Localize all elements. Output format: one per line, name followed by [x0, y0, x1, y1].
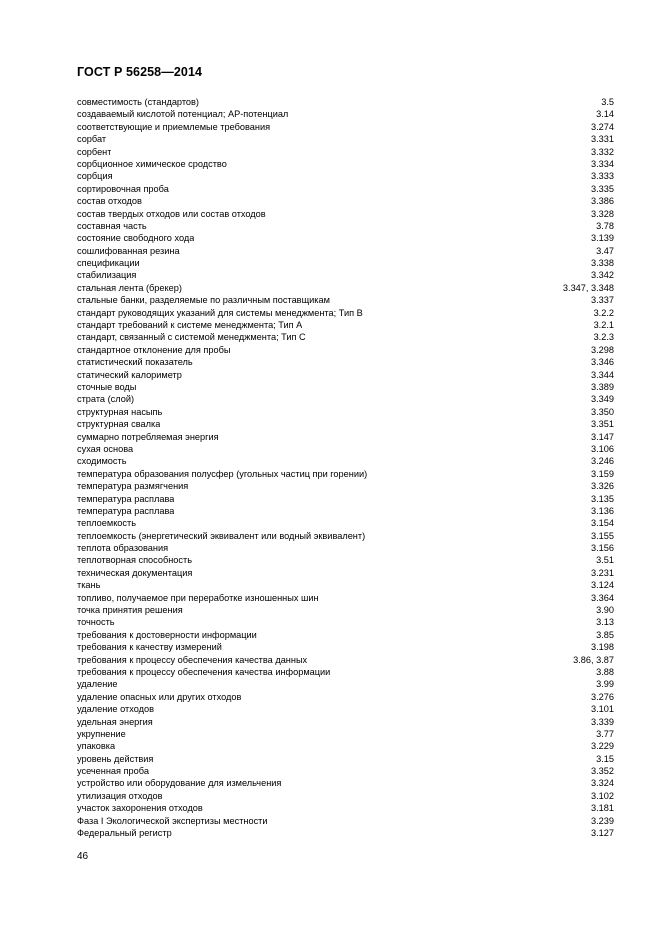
index-entry: [77, 740, 614, 752]
index-reference: 3.78: [596, 220, 614, 231]
page-number: 46: [77, 851, 89, 862]
index-term: топливо, получаемое при переработке изношенных шин: [77, 592, 319, 603]
index-term: статический калориметр: [77, 369, 182, 380]
index-reference: 3.231: [591, 567, 614, 578]
index-term: спецификации: [77, 258, 140, 269]
index-reference: 3.88: [596, 666, 614, 677]
index-reference: 3.127: [591, 828, 614, 839]
index-term: стандарт руководящих указаний для системы менеджмента; Тип B: [77, 307, 363, 318]
index-term: сорбция: [77, 171, 113, 182]
index-entry: [77, 790, 614, 802]
index-reference: 3.335: [591, 183, 614, 194]
index-term: сухая основа: [77, 443, 134, 454]
index-reference: 3.77: [596, 728, 614, 739]
index-term: ткань: [77, 580, 101, 591]
index-entry: [77, 381, 614, 393]
index-term: сорбент: [77, 146, 112, 157]
index-entry: [77, 121, 614, 133]
index-entry: [77, 815, 614, 827]
index-reference: 3.347, 3.348: [562, 282, 614, 293]
index-reference: 3.2.1: [593, 320, 614, 331]
index-term: температура образования полусфер (угольных частиц при горении): [77, 468, 368, 479]
index-entry: [77, 728, 614, 740]
index-term: страта (слой): [77, 394, 135, 405]
index-entry: [77, 480, 614, 492]
index-reference: 3.99: [596, 679, 614, 690]
index-entry: [77, 331, 614, 343]
index-entry: [77, 96, 614, 108]
index-reference: 3.102: [591, 790, 614, 801]
index-entry: [77, 542, 614, 554]
index-entry: [77, 245, 614, 257]
index-reference: 3.136: [591, 505, 614, 516]
index-reference: 3.338: [591, 258, 614, 269]
index-reference: 3.13: [596, 617, 614, 628]
index-reference: 3.90: [596, 605, 614, 616]
index-term: теплоемкость: [77, 518, 137, 529]
index-reference: 3.15: [596, 753, 614, 764]
index-reference: 3.101: [591, 704, 614, 715]
index-reference: 3.352: [591, 766, 614, 777]
index-term: Федеральный регистр: [77, 828, 172, 839]
index-reference: 3.47: [596, 245, 614, 256]
index-reference: 3.337: [591, 295, 614, 306]
index-term: теплоемкость (энергетический эквивалент или водный эквивалент): [77, 530, 366, 541]
index-entry: [77, 654, 614, 666]
index-term: сортировочная проба: [77, 183, 169, 194]
index-entry: [77, 554, 614, 566]
index-term: стандарт, связанный с системой менеджмента; Тип C: [77, 332, 306, 343]
index-entry: [77, 393, 614, 405]
index-term: сорбат: [77, 134, 107, 145]
index-entry: [77, 170, 614, 182]
index-reference: 3.85: [596, 629, 614, 640]
index-reference: 3.351: [591, 419, 614, 430]
index-entry: [77, 307, 614, 319]
index-entry: [77, 827, 614, 839]
index-term: удельная энергия: [77, 716, 153, 727]
index-entry: [77, 753, 614, 765]
index-entry: [77, 443, 614, 455]
index-term: температура расплава: [77, 493, 175, 504]
index-reference: 3.324: [591, 778, 614, 789]
index-term: состав твердых отходов или состав отходов: [77, 208, 266, 219]
index-entry: [77, 183, 614, 195]
index-term: теплотворная способность: [77, 555, 192, 566]
index-term: укрупнение: [77, 728, 126, 739]
index-term: составная часть: [77, 220, 147, 231]
index-reference: 3.334: [591, 158, 614, 169]
index-term: стабилизация: [77, 270, 137, 281]
index-reference: 3.274: [591, 121, 614, 132]
index-reference: 3.386: [591, 196, 614, 207]
index-entry: [77, 777, 614, 789]
index-term: утилизация отходов: [77, 790, 163, 801]
index-entry: [77, 703, 614, 715]
index-reference: 3.5: [601, 97, 614, 107]
index-entry: [77, 282, 614, 294]
index-term: техническая документация: [77, 567, 193, 578]
index-reference: 3.298: [591, 344, 614, 355]
index-term: сошлифованная резина: [77, 245, 180, 256]
index-entry: [77, 604, 614, 616]
index-entry: [77, 666, 614, 678]
index-reference: 3.344: [591, 369, 614, 380]
index-entry: [77, 678, 614, 690]
index-entry: [77, 592, 614, 604]
index-term: усеченная проба: [77, 766, 149, 777]
index-term: удаление опасных или других отходов: [77, 691, 242, 702]
index-entry: [77, 616, 614, 628]
index-term: стальные банки, разделяемые по различным поставщикам: [77, 295, 330, 306]
index-term: создаваемый кислотой потенциал; АР-потенциал: [77, 109, 289, 120]
index-term: статистический показатель: [77, 357, 193, 368]
index-reference: 3.159: [591, 468, 614, 479]
index-entry: [77, 269, 614, 281]
index-entry: [77, 517, 614, 529]
index-term: требования к процессу обеспечения качества информации: [77, 666, 331, 677]
index-entry: [77, 208, 614, 220]
index-entry: [77, 765, 614, 777]
index-term: точка принятия решения: [77, 605, 183, 616]
index-entry: [77, 319, 614, 331]
index-reference: 3.2.2: [593, 307, 614, 318]
document-header: ГОСТ Р 56258—2014: [77, 65, 203, 79]
index-reference: 3.124: [591, 580, 614, 591]
index-term: стандарт требований к системе менеджмента; Тип A: [77, 320, 303, 331]
index-reference: 3.331: [591, 134, 614, 145]
index-entry: [77, 505, 614, 517]
index-term: требования к качеству измерений: [77, 642, 222, 653]
index-term: структурная насыпь: [77, 406, 163, 417]
index-entry: [77, 530, 614, 542]
index-term: совместимость (стандартов): [77, 97, 199, 107]
index-entry: [77, 158, 614, 170]
index-reference: 3.339: [591, 716, 614, 727]
index-entry: [77, 802, 614, 814]
index-entry: [77, 133, 614, 145]
index-entry: [77, 294, 614, 306]
index-term: уровень действия: [77, 753, 154, 764]
index-reference: 3.156: [591, 543, 614, 554]
index-term: удаление отходов: [77, 704, 154, 715]
index-term: требования к процессу обеспечения качества данных: [77, 654, 308, 665]
index-reference: 3.276: [591, 691, 614, 702]
index-reference: 3.364: [591, 592, 614, 603]
index-entry: [77, 716, 614, 728]
index-term: упаковка: [77, 741, 116, 752]
index-entry: [77, 455, 614, 467]
index-term: точность: [77, 617, 115, 628]
index-term: сходимость: [77, 456, 127, 467]
index-reference: 3.246: [591, 456, 614, 467]
index-reference: 3.14: [596, 109, 614, 120]
index-entry: [77, 691, 614, 703]
index-entry: [77, 257, 614, 269]
index-reference: 3.86, 3.87: [573, 654, 614, 665]
index-entry: [77, 641, 614, 653]
index-entry: [77, 108, 614, 120]
index-reference: 3.51: [596, 555, 614, 566]
index-reference: 3.2.3: [593, 332, 614, 343]
index-reference: 3.155: [591, 530, 614, 541]
index-term: температура расплава: [77, 505, 175, 516]
index-term: Фаза I Экологической экспертизы местности: [77, 815, 268, 826]
index-term: суммарно потребляемая энергия: [77, 431, 219, 442]
index-entry: [77, 567, 614, 579]
index-entry: [77, 232, 614, 244]
index-term: сорбционное химическое сродство: [77, 158, 227, 169]
index-term: соответствующие и приемлемые требования: [77, 121, 271, 132]
index-reference: 3.154: [591, 518, 614, 529]
index-entry: [77, 406, 614, 418]
index-reference: 3.349: [591, 394, 614, 405]
index-entry: [77, 344, 614, 356]
index-term: состав отходов: [77, 196, 142, 207]
index-reference: 3.106: [591, 443, 614, 454]
index-entry: [77, 356, 614, 368]
index-term: стальная лента (брекер): [77, 282, 182, 293]
index-term: теплота образования: [77, 543, 169, 554]
index-term: устройство или оборудование для измельчения: [77, 778, 282, 789]
index-reference: 3.342: [591, 270, 614, 281]
index-reference: 3.389: [591, 381, 614, 392]
index-reference: 3.135: [591, 493, 614, 504]
index-entry: [77, 195, 614, 207]
index-term: температура размягчения: [77, 481, 189, 492]
index-entry: [77, 493, 614, 505]
index-term: структурная свалка: [77, 419, 161, 430]
index-reference: 3.239: [591, 815, 614, 826]
index-term: состояние свободного хода: [77, 233, 195, 244]
index-reference: 3.333: [591, 171, 614, 182]
index-reference: 3.229: [591, 741, 614, 752]
index-term: стандартное отклонение для пробы: [77, 344, 231, 355]
index-reference: 3.326: [591, 481, 614, 492]
index-term: участок захоронения отходов: [77, 803, 203, 814]
index-reference: 3.147: [591, 431, 614, 442]
index-term: сточные воды: [77, 381, 137, 392]
index-entry: [77, 220, 614, 232]
index-reference: 3.328: [591, 208, 614, 219]
index-entry: [77, 146, 614, 158]
index-entry: [77, 468, 614, 480]
index-entry: [77, 629, 614, 641]
index-reference: 3.332: [591, 146, 614, 157]
index-entry: [77, 431, 614, 443]
index-term: требования к достоверности информации: [77, 629, 257, 640]
index-reference: 3.198: [591, 642, 614, 653]
index-entry: [77, 369, 614, 381]
index-term: удаление: [77, 679, 118, 690]
index-entry: [77, 579, 614, 591]
index-reference: 3.181: [591, 803, 614, 814]
index-reference: 3.139: [591, 233, 614, 244]
index-reference: 3.346: [591, 357, 614, 368]
index-list: [77, 96, 614, 839]
index-entry: [77, 418, 614, 430]
index-reference: 3.350: [591, 406, 614, 417]
